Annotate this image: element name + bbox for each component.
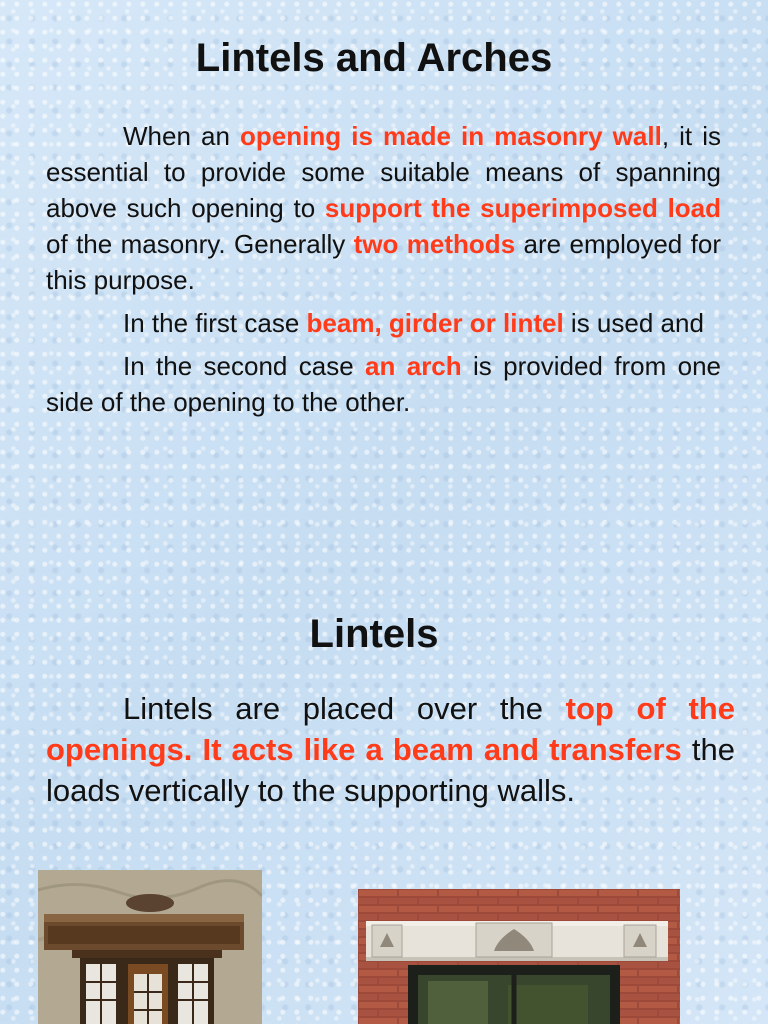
highlight-beam: beam, girder or lintel (306, 308, 564, 338)
highlight-opening: opening is made in masonry wall (240, 121, 662, 151)
page-title: Lintels and Arches (195, 36, 553, 80)
text: is provided from one side of the opening to the other. (46, 351, 721, 417)
text: In the second case (123, 351, 366, 381)
text: the loads vertically to the supporting walls. (46, 732, 735, 808)
text: is used and (563, 308, 704, 338)
section-title: Lintels (309, 612, 439, 656)
text: When an (123, 121, 241, 151)
text: are employed for this purpose. (46, 229, 721, 295)
lintels-text (46, 688, 735, 811)
paragraph-first-case (46, 305, 721, 341)
highlight-support: support the superimposed load (324, 193, 722, 223)
stone-lintel-photo (358, 889, 680, 1024)
text: Lintels are placed over the (123, 691, 566, 726)
paragraph-lintels (46, 688, 735, 811)
paragraph-opening (46, 118, 721, 298)
text: , it is essential to provide some suitable means of spanning above such opening to (46, 121, 721, 223)
highlight-arch: an arch (365, 351, 462, 381)
text: of the masonry. Generally (46, 229, 354, 259)
highlight-two-methods: two methods (353, 229, 516, 259)
intro-text (46, 118, 721, 427)
wooden-lintel-photo (38, 870, 262, 1024)
text: In the first case (123, 308, 307, 338)
paragraph-second-case (46, 348, 721, 420)
highlight-top: top of the openings. It acts like a beam and transfers (46, 691, 735, 767)
